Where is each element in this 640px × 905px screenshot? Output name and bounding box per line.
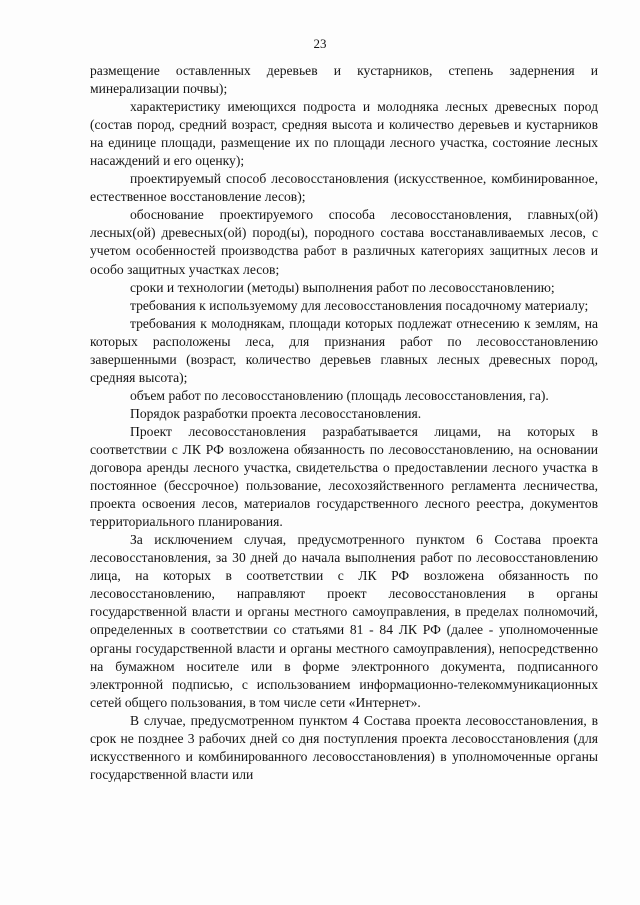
document-body xyxy=(90,62,598,784)
page-number: 23 xyxy=(313,36,327,51)
paragraph: За исключением случая, предусмотренного пунктом 6 Состава проекта лесовосстановления, за 30 дней до начала выполнения работ по лесовосстановлению лица, на которых в соответствии с ЛК РФ возложена обязанность по лесовосстановлению, направляют проект лесовосстановления в органы государственной власти и органы местного самоуправления, в пределах полномочий, определенных в соответствии со статьями 81 - 84 ЛК РФ (далее - уполномоченные органы государственной власти и органы местного самоуправления), непосредственно на бумажном носителе или в форме электронного документа, подписанного электронной подписью, с использованием информационно-телекоммуникационных сетей общего пользования, в том числе сети «Интернет». xyxy=(90,532,598,710)
paragraph: Проект лесовосстановления разрабатывается лицами, на которых в соответствии с ЛК РФ возложена обязанность по лесовосстановлению, на основании договора аренды лесного участка, свидетельства о предоставлении лесного участка в постоянное (бессрочное) пользование, лесохозяйственного регламента лесничества, проекта освоения лесов, материалов государственного лесного реестра, документов территориального планирования. xyxy=(90,423,598,530)
paragraph: проектируемый способ лесовосстановления (искусственное, комбинированное, естественное восстановление лесов); xyxy=(90,171,598,205)
paragraph: сроки и технологии (методы) выполнения работ по лесовосстановлению; xyxy=(130,279,555,295)
paragraph: В случае, предусмотренном пунктом 4 Состава проекта лесовосстановления, в срок не позднее 3 рабочих дней со дня поступления проекта лесовосстановления (для искусственного и комбинированного лесовосстановления) в уполномоченные органы государственной власти или xyxy=(90,712,598,782)
paragraph: обоснование проектируемого способа лесовосстановления, главных(ой) лесных(ой) древесных(ой) пород(ы), породного состава восстанавливаемых лесов, с учетом особенностей производства работ в различных категориях защитных лесов и особо защитных участках лесов; xyxy=(90,207,598,277)
paragraph: Порядок разработки проекта лесовосстановления. xyxy=(130,405,422,421)
paragraph: требования к молоднякам, площади которых подлежат отнесению к землям, на которых расположены леса, для признания работ по лесовосстановлению завершенными (возраст, количество деревьев главных лесных древесных пород, средняя высота); xyxy=(90,315,598,385)
paragraph: требования к используемому для лесовосстановления посадочному материалу; xyxy=(130,297,589,313)
paragraph: объем работ по лесовосстановлению (площадь лесовосстановления, га). xyxy=(130,387,549,403)
paragraph: характеристику имеющихся подроста и молодняка лесных древесных пород (состав пород, средний возраст, средняя высота и количество деревьев и кустарников на единице площади, размещение их по площади лесного участка, состояние лесных насаждений и его оценку); xyxy=(90,99,598,169)
paragraph: размещение оставленных деревьев и кустарников, степень задернения и минерализации почвы); xyxy=(90,63,598,97)
